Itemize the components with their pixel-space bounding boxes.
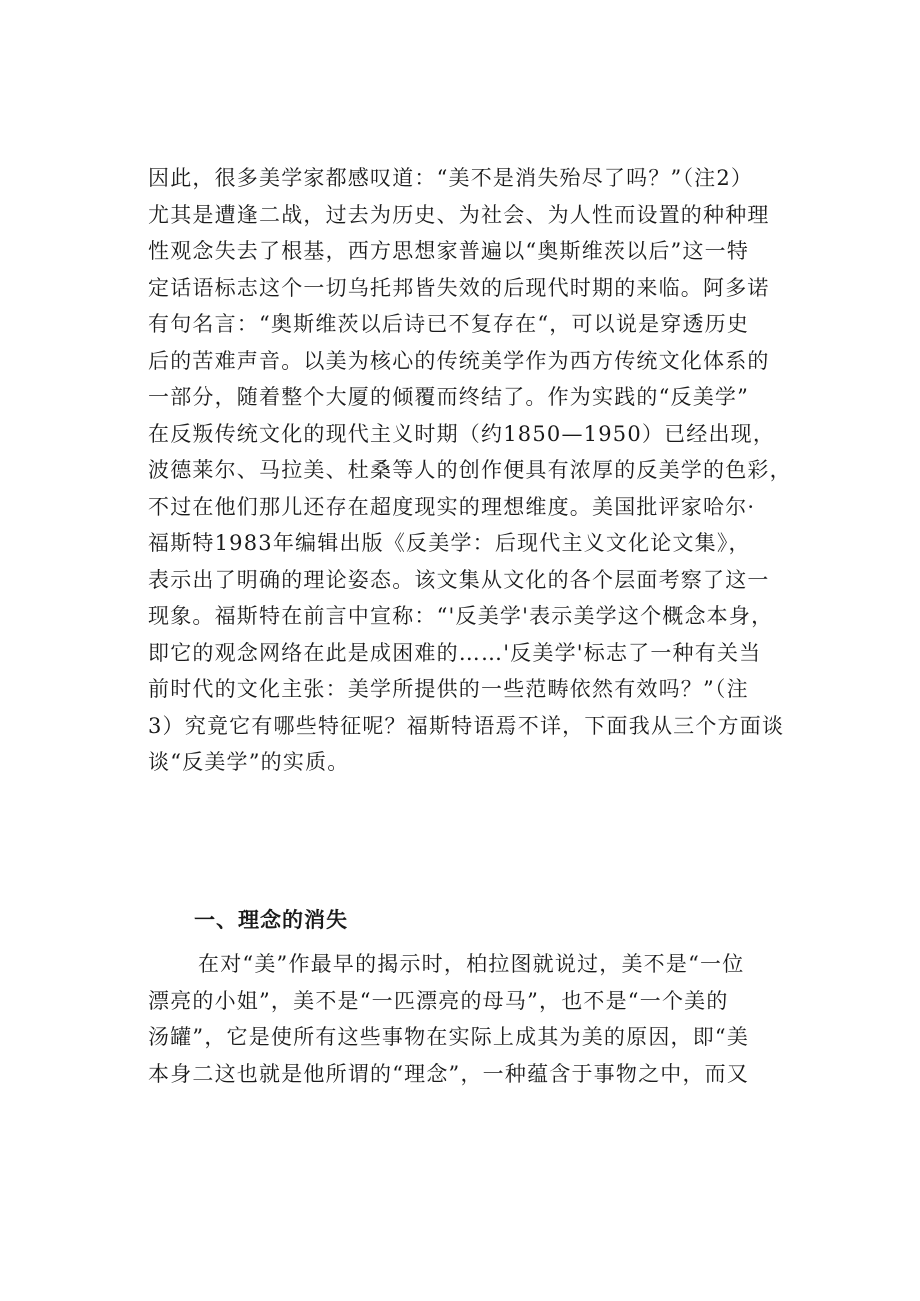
text-line: 3）究竟它有哪些特征呢？福斯特语焉不详，下面我从三个方面谈 bbox=[148, 713, 785, 738]
text-line: 性观念失去了根基，西方思想家普遍以“奥斯维茨以后”这一特 bbox=[148, 239, 750, 263]
text-line: 后的苦难声音。以美为核心的传统美学作为西方传统文化体系的 bbox=[148, 348, 770, 373]
text-line: 在对“美”作最早的揭示时，柏拉图就说过，美不是“一位 bbox=[198, 952, 745, 976]
text-line: 表示出了明确的理论姿态。该文集从文化的各个层面考察了这一 bbox=[148, 567, 770, 592]
text-line: 即它的观念网络在此是成困难的……'反美学'标志了一种有关当 bbox=[148, 640, 762, 665]
text-line: 前时代的文化主张：美学所提供的一些范畴依然有效吗？”（注 bbox=[148, 677, 749, 701]
text-line: 漂亮的小姐”，美不是“一匹漂亮的母马”，也不是“一个美的 bbox=[148, 988, 729, 1013]
text-line: 在反叛传统文化的现代主义时期（约1850—1950）已经出现， bbox=[148, 421, 776, 446]
section-heading: 一、理念的消失 bbox=[194, 908, 348, 932]
text-line: 现象。福斯特在前言中宣称：“'反美学'表示美学这个概念本身， bbox=[148, 604, 774, 628]
text-line: 波德莱尔、马拉美、杜桑等人的创作便具有浓厚的反美学的色彩， bbox=[148, 458, 792, 482]
text-line: 有句名言：“奥斯维茨以后诗已不复存在“，可以说是穿透历史 bbox=[148, 312, 750, 336]
text-line: 尤其是遭逢二战，过去为历史、为社会、为人性而设置的种种理 bbox=[148, 202, 770, 227]
text-line: 福斯特1983年编辑出版《反美学：后现代主义文化论文集》， bbox=[148, 531, 751, 555]
text-line: 定话语标志这个一切乌托邦皆失效的后现代时期的来临。阿多诺 bbox=[148, 275, 770, 300]
paragraph-body-1 bbox=[148, 160, 808, 781]
paragraph-body-2 bbox=[148, 946, 808, 1092]
text-line: 汤罐”，它是使所有这些事物在实际上成其为美的原因，即“美 bbox=[148, 1025, 750, 1049]
text-line: 不过在他们那儿还存在超度现实的理想维度。美国批评家哈尔· bbox=[148, 494, 756, 519]
text-line: 一部分，随着整个大厦的倾覆而终结了。作为实践的“反美学” bbox=[148, 385, 750, 409]
text-line: 本身二这也就是他所谓的“理念”，一种蕴含于事物之中，而又 bbox=[148, 1061, 750, 1086]
text-line: 谈“反美学”的实质。 bbox=[148, 750, 350, 774]
text-line: 因此，很多美学家都感叹道：“美不是消失殆尽了吗？”（注2） bbox=[148, 166, 754, 190]
